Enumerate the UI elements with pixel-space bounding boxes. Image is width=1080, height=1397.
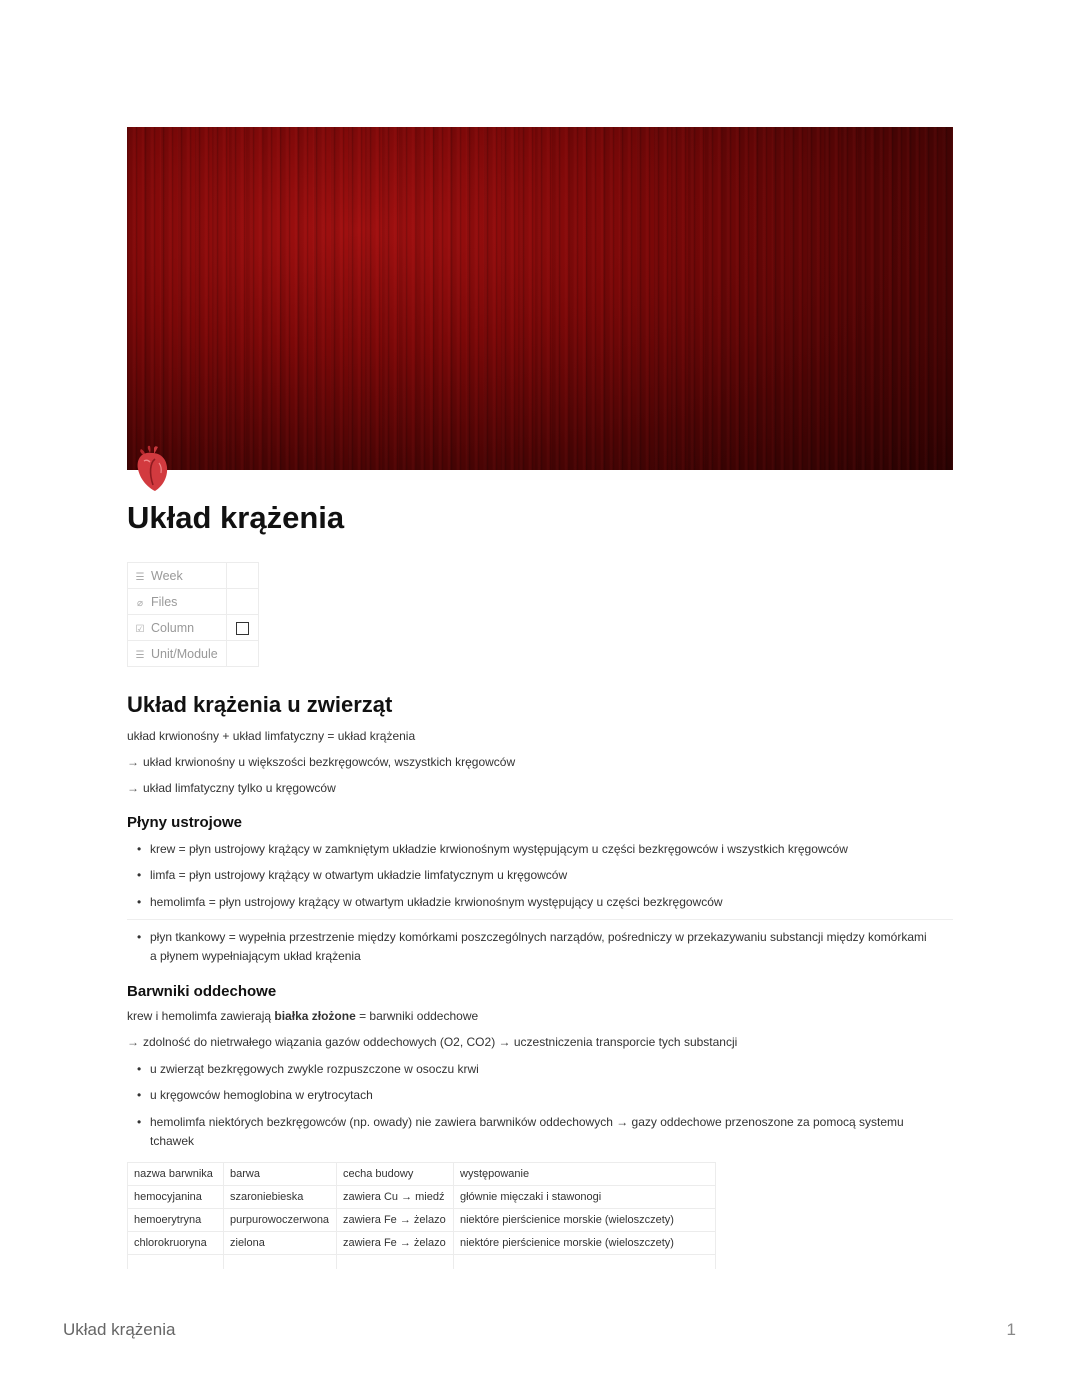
table-cell: zielona [224,1232,337,1255]
text-line: → układ limfatyczny tylko u kręgowców [127,781,336,795]
table-row [128,1209,716,1232]
table-header-cell: barwa [224,1163,337,1186]
list-item: • hemolimfa niektórych bezkręgowców (np. owady) nie zawiera barwników oddechowych → gazy oddechowe przenoszone za pomocą systemu tchawek [137,1115,904,1148]
table-cell: niektóre pierścienice morskie (wieloszczety) [454,1209,716,1232]
table-header-cell: występowanie [454,1163,716,1186]
table-row [128,1232,716,1255]
checkbox-property-icon: ☑ [135,623,145,635]
page-number: 1 [1006,1320,1016,1339]
property-row-files[interactable] [128,589,259,615]
properties-table [127,562,259,667]
arrow-icon: → [127,1035,139,1049]
list-item: • hemolimfa = płyn ustrojowy krążący w otwartym układzie krwionośnym występujący u części bezkręgowców [137,895,723,909]
paperclip-icon: ⌀ [136,597,144,609]
text-line: → układ krwionośny u większości bezkręgowców, wszystkich kręgowców [127,755,516,769]
property-value[interactable] [227,641,259,667]
list-icon: ☰ [135,571,145,583]
table-header-row [128,1163,716,1186]
table-cell: szaroniebieska [224,1186,337,1209]
property-row-week[interactable] [128,563,259,589]
divider [127,919,953,920]
property-label: Unit/Module [151,646,218,661]
table-row-empty [128,1255,716,1270]
footer-title: Układ krążenia [63,1320,176,1339]
pigments-table [127,1162,716,1269]
list-item: • płyn tkankowy = wypełnia przestrzenie między komórkami poszczególnych narządów, pośredniczy w przekazywaniu substancji między komórkami a płynem wypełniającym układ krążenia [137,930,927,963]
property-value[interactable] [227,563,259,589]
anatomical-heart-icon [133,445,171,493]
list-icon: ☰ [135,649,145,661]
table-cell: zawiera Fe → żelazo [337,1209,454,1232]
subheading-plyny: Płyny ustrojowe [127,814,243,831]
table-header-cell: nazwa barwnika [128,1163,224,1186]
property-label: Column [151,620,195,635]
table-row [128,1186,716,1209]
cover-image [127,127,953,470]
table-header-cell: cecha budowy [337,1163,454,1186]
table-cell: głównie mięczaki i stawonogi [454,1186,716,1209]
list-item: • limfa = płyn ustrojowy krążący w otwartym układzie limfatycznym u kręgowców [137,868,568,882]
text-line: układ krwionośny + układ limfatyczny = układ krążenia [127,729,416,743]
arrow-icon: → [127,781,139,795]
table-cell: hemoerytryna [128,1209,224,1232]
table-cell: zawiera Cu → miedź [337,1186,454,1209]
property-row-column[interactable] [128,615,259,641]
table-cell: chlorokruoryna [128,1232,224,1255]
property-label: Files [151,594,178,609]
list-item: • u zwierząt bezkręgowych zwykle rozpuszczone w osoczu krwi [137,1062,479,1076]
table-cell: hemocyjanina [128,1186,224,1209]
page-title: Układ krążenia [127,500,345,535]
subheading-barwniki: Barwniki oddechowe [127,983,277,1000]
property-label: Week [151,568,183,583]
property-value[interactable] [227,589,259,615]
table-cell: purpurowoczerwona [224,1209,337,1232]
list-item: • krew = płyn ustrojowy krążący w zamkniętym układzie krwionośnym występującym u części bezkręgowców i wszystkich kręgowców [137,842,848,856]
text-line: krew i hemolimfa zawierają białka złożone = barwniki oddechowe [127,1009,479,1023]
text-line: → zdolność do nietrwałego wiązania gazów oddechowych (O2, CO2) → uczestniczenia transporcie tych substancji [127,1035,738,1049]
section-heading: Układ krążenia u zwierząt [127,692,393,717]
column-checkbox[interactable] [236,622,249,635]
table-cell: niektóre pierścienice morskie (wieloszczety) [454,1232,716,1255]
arrow-icon: → [127,755,139,769]
list-item: • u kręgowców hemoglobina w erytrocytach [137,1088,373,1102]
property-row-unit-module[interactable] [128,641,259,667]
table-cell: zawiera Fe → żelazo [337,1232,454,1255]
